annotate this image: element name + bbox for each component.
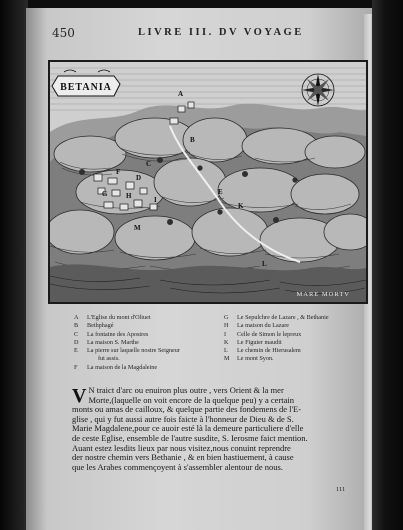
legend-text: La fontaine des Apostres <box>87 330 149 338</box>
running-title: LIVRE III. DV VOYAGE <box>138 27 304 38</box>
body-paragraph <box>72 386 362 472</box>
legend-item <box>74 322 224 330</box>
legend-key: I <box>224 330 227 338</box>
legend-text: fut assis. <box>98 355 120 363</box>
body-line: que les Arabes commençoyent à s'assembler alentour de nous. <box>72 462 283 472</box>
legend-text: Le Figuier maudit <box>237 338 282 346</box>
body-line: Marie Magdalene,pour ce auoir esté là la demeure particuliere d'elle <box>72 424 304 434</box>
body-line: monts ou amas de cailloux, & quelque partie des fondemens de l'E- <box>72 405 302 415</box>
map-letter-a: A <box>178 90 184 98</box>
legend-key: H <box>224 322 229 330</box>
legend-key: E <box>74 347 78 355</box>
running-head <box>52 24 352 44</box>
body-line: Morte,(laquelle on voit encore de la quelque peu) y a certain <box>88 395 295 405</box>
map-letter-f: F <box>116 168 121 176</box>
map-letter-d: D <box>136 174 142 182</box>
legend-key: M <box>224 355 230 363</box>
legend-column-2 <box>224 314 369 364</box>
compass-rose-icon <box>302 74 334 106</box>
map-letter-e: E <box>218 188 223 196</box>
legend-item <box>224 339 369 347</box>
page-number: 450 <box>52 26 75 40</box>
cartouche-label: BETANIA <box>60 82 112 93</box>
legend-item <box>74 331 224 339</box>
map-letter-b: B <box>190 136 195 144</box>
body-line: glise , qui y fut aussi autre fois faicte à l'honneur de Dieu & de S. <box>72 414 294 424</box>
legend-text: Le chemin de Hierusalem <box>237 347 301 355</box>
body-line: Auant estez lesdits lieux par nous visitez,nous conuint reprendre <box>72 443 291 453</box>
legend-item <box>224 314 369 322</box>
legend-text: Le Sepulchre de Lazare , & Bethanie <box>237 314 329 321</box>
map-letter-g: G <box>102 190 108 198</box>
legend-key: F <box>74 363 78 371</box>
legend-item <box>74 364 224 372</box>
catchword: 111 <box>336 486 346 493</box>
legend-text: La maison de la Magdaleine <box>87 363 158 371</box>
legend-text: La maison du Lazare <box>237 322 290 330</box>
body-line: der nostre chemin vers Bethanie , & en bien hastiuement, à cause <box>72 453 294 463</box>
legend-key: G <box>224 314 229 321</box>
legend-text: Celle de Simon le lepreux <box>237 330 302 338</box>
legend-key: K <box>224 338 229 346</box>
map-letter-c: C <box>146 160 152 168</box>
legend-item <box>224 322 369 330</box>
sea-label: MARE MORTV <box>296 291 350 298</box>
legend-text: La maison S. Marthe <box>87 338 139 346</box>
map-letter-i: I <box>154 196 157 204</box>
map-letter-h: H <box>126 192 132 200</box>
legend-item <box>224 355 369 363</box>
left-page-gutter <box>0 0 28 530</box>
map-legend <box>74 314 374 384</box>
legend-text: L'Eglise du mont d'Oliuet <box>87 314 151 321</box>
legend-key: C <box>74 330 79 338</box>
legend-text: Bethphagé <box>87 322 114 330</box>
legend-item <box>74 339 224 347</box>
engraved-map <box>48 60 368 304</box>
legend-text: La pierre sur laquelle nostre Seigneur <box>87 347 180 355</box>
legend-key: B <box>74 322 79 330</box>
legend-item <box>224 347 369 355</box>
engraving-drawing <box>50 62 366 302</box>
map-letter-m: M <box>134 224 141 232</box>
body-line: N traict d'arc ou enuiron plus outre , vers Orient & la mer <box>88 386 284 395</box>
legend-item <box>74 347 224 355</box>
legend-column-1 <box>74 314 224 372</box>
legend-item <box>74 314 224 322</box>
drop-cap: V <box>72 385 87 407</box>
legend-item <box>224 331 369 339</box>
legend-key: D <box>74 338 79 346</box>
legend-item <box>74 355 224 363</box>
body-line: de ceste Eglise, ensemble de l'autre susdite, S. Ierosme faict mention. <box>72 433 308 443</box>
map-letter-k: K <box>238 202 244 210</box>
book-cover-edge <box>372 0 403 530</box>
legend-key: A <box>74 314 79 321</box>
legend-key: L <box>224 347 228 355</box>
map-letter-l: L <box>262 260 267 268</box>
legend-text: Le mont Syon. <box>237 355 274 363</box>
